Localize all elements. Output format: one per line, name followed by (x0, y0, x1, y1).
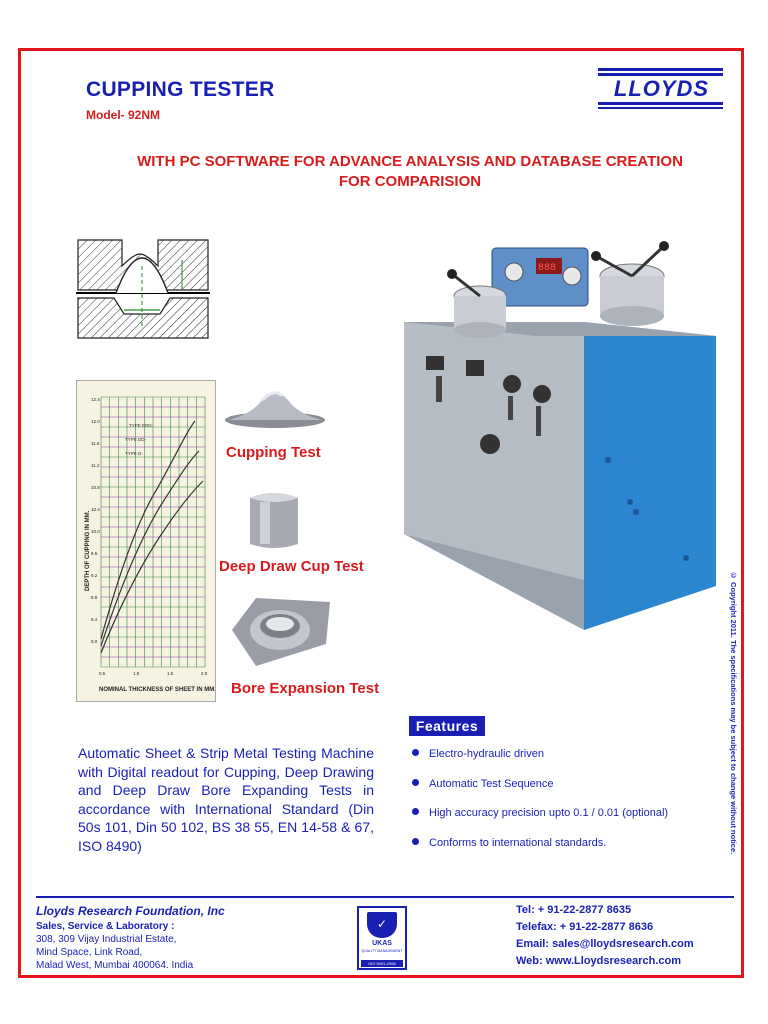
crown-shield-icon: ✓ (367, 912, 397, 938)
address-line-3: Malad West, Mumbai 400064. India (36, 960, 194, 971)
bullet-icon (412, 749, 419, 756)
lloyds-logo (598, 68, 723, 108)
bore-expansion-test-label: Bore Expansion Test (231, 680, 380, 697)
bullet-icon (412, 808, 419, 815)
subheading (60, 152, 760, 192)
y-tick-label: 8.4 (91, 617, 98, 622)
ukas-badge (357, 906, 407, 970)
product-description: Automatic Sheet & Strip Metal Testing Machine with Digital readout for Cupping, Deep Drawing and Deep Draw Bore Expanding Tests in accordance with International Standard (Din 50s 101, Din 50 102, BS 38 55, EN 14-58 & 67, ISO 8490) (78, 745, 374, 854)
organization-name: Lloyds Research Foundation, Inc (36, 904, 225, 918)
curve-label-d: TYPE D- (125, 451, 143, 456)
bore-expansion-sample-image (226, 592, 336, 670)
iso-text: ISO 9001-2008 (361, 960, 403, 967)
logo-text: LLOYDS (613, 76, 710, 101)
bullet-icon (412, 779, 419, 786)
svg-text:888: 888 (538, 263, 557, 274)
x-tick-label: 2.0 (201, 671, 208, 676)
y-tick-label: 11.2 (91, 463, 100, 468)
feature-item: Automatic Test Sequence (412, 778, 554, 790)
feature-item: Conforms to international standards. (412, 837, 606, 849)
y-tick-label: 8.0 (91, 639, 98, 644)
quality-text: QUALITY MANAGEMENT (361, 949, 403, 953)
cupping-tester-machine-image (396, 236, 726, 636)
curve-label-dd: TYPE DD- (125, 437, 147, 442)
y-tick-label: 10.8 (91, 485, 100, 490)
y-tick-label: 9.6 (91, 551, 98, 556)
cupping-graph (76, 380, 216, 702)
cupping-graph-plot (77, 381, 215, 701)
deep-draw-cup-sample-image (246, 488, 302, 552)
cupping-test-label: Cupping Test (226, 444, 321, 461)
y-tick-label: 12.4 (91, 397, 100, 402)
y-tick-label: 9.2 (91, 573, 98, 578)
feature-item: Electro-hydraulic driven (412, 748, 544, 760)
graph-x-axis-label: NOMINAL THICKNESS OF SHEET IN MM. (99, 687, 215, 693)
website-link[interactable]: Web: www.Lloydsresearch.com (516, 955, 682, 967)
model-number: Model- 92NM (86, 108, 161, 122)
die-cross-section-drawing (74, 236, 212, 342)
x-tick-label: 0.5 (99, 671, 106, 676)
y-tick-label: 10.4 (91, 507, 100, 512)
x-tick-label: 1.5 (167, 671, 174, 676)
y-tick-label: 12.0 (91, 419, 100, 424)
graph-y-axis-label: DEPTH OF CUPPING IN MM. (85, 510, 91, 591)
telephone: Tel: + 91-22-2877 8635 (516, 904, 632, 916)
email-link[interactable]: Email: sales@lloydsresearch.com (516, 938, 694, 950)
y-tick-label: 11.6 (91, 441, 100, 446)
features-heading: Features (409, 716, 485, 736)
subheading-line-2: FOR COMPARISION (338, 173, 482, 190)
feature-item: High accuracy precision upto 0.1 / 0.01 (optional) (412, 807, 668, 819)
subheading-line-1: WITH PC SOFTWARE FOR ADVANCE ANALYSIS AND DATABASE CREATION (137, 153, 683, 170)
address-line-2: Mind Space, Link Road, (36, 947, 143, 958)
ukas-text: UKAS (372, 940, 392, 947)
curve-label-edd: TYPE EDD- (129, 423, 154, 428)
address-line-1: 308, 309 Vijay Industrial Estate, (36, 934, 177, 945)
copyright-notice: © Copyright 2011. The specifications may be subject to change without notice. (729, 571, 738, 855)
bullet-icon (412, 838, 419, 845)
y-tick-label: 8.8 (91, 595, 98, 600)
y-tick-label: 10.0 (91, 529, 100, 534)
deep-draw-cup-test-label: Deep Draw Cup Test (219, 558, 364, 575)
product-title: CUPPING TESTER (86, 78, 275, 101)
x-tick-label: 1.0 (133, 671, 140, 676)
footer-divider (36, 896, 734, 898)
telefax: Telefax: + 91-22-2877 8636 (516, 921, 654, 933)
cupping-test-sample-image (222, 386, 328, 432)
sales-label: Sales, Service & Laboratory : (36, 921, 175, 932)
